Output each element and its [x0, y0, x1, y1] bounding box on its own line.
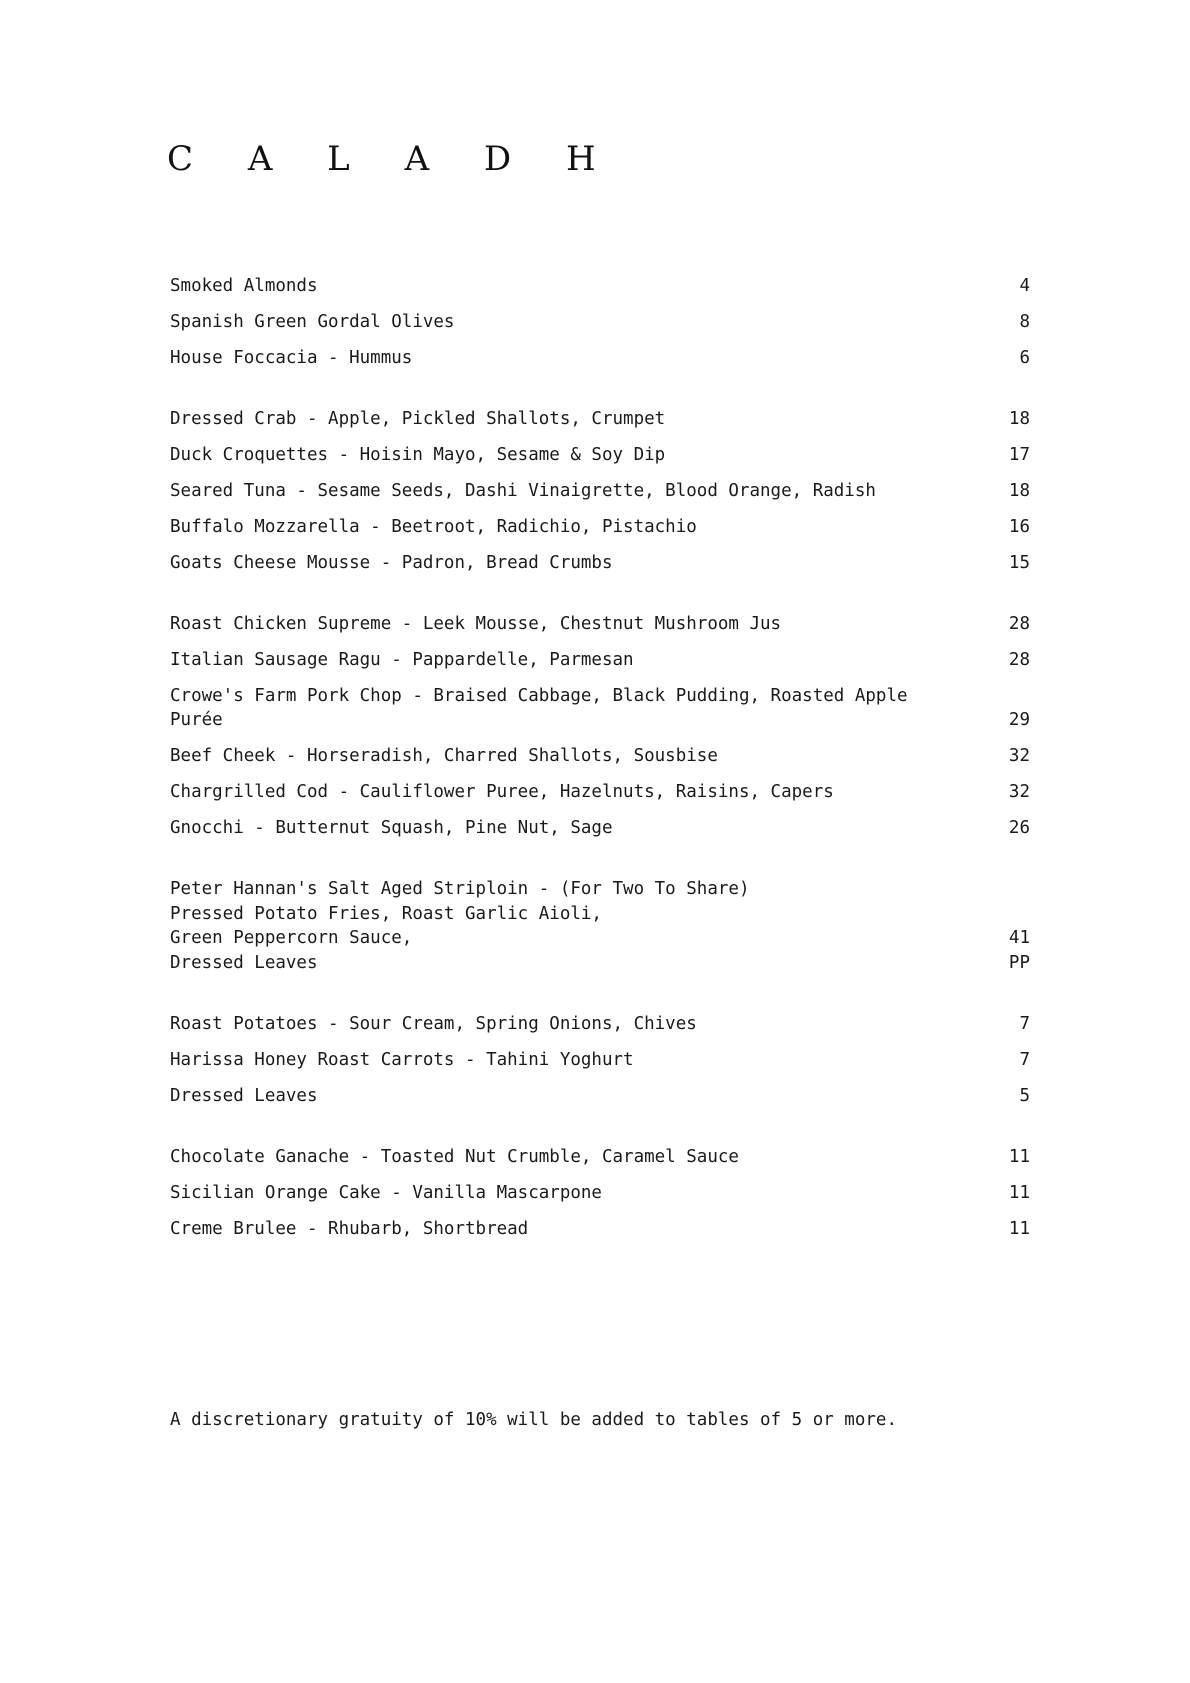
item-price: 28: [1008, 650, 1030, 670]
list-item: [170, 1084, 1030, 1108]
item-price: 26: [1008, 818, 1030, 838]
list-item: [170, 744, 1030, 768]
feature-line: Peter Hannan's Salt Aged Striploin - (For Two To Share): [170, 879, 750, 899]
list-item: [170, 1145, 1030, 1169]
feature-line: Pressed Potato Fries, Roast Garlic Aioli,: [170, 903, 602, 924]
item-name: Sicilian Orange Cake - Vanilla Mascarpone: [170, 1183, 602, 1203]
item-name: Dressed Leaves: [170, 1086, 318, 1106]
item-price: 18: [1008, 481, 1030, 501]
feature-item: [170, 877, 1030, 975]
mains-section: [170, 612, 1030, 840]
item-name: Creme Brulee - Rhubarb, Shortbread: [170, 1219, 529, 1239]
feature-line: Dressed Leaves: [170, 952, 318, 973]
feature-price-unit: PP: [1008, 952, 1030, 973]
item-name: Smoked Almonds: [170, 276, 318, 296]
menu-list: [170, 274, 1030, 1278]
list-item: [170, 780, 1030, 804]
list-item: [170, 407, 1030, 431]
item-price: 11: [1008, 1183, 1030, 1203]
list-item: [170, 443, 1030, 467]
list-item: [170, 479, 1030, 503]
item-name: Seared Tuna - Sesame Seeds, Dashi Vinaigrette, Blood Orange, Radish: [170, 481, 876, 501]
sides-section: [170, 1012, 1030, 1108]
item-name: Chocolate Ganache - Toasted Nut Crumble, Caramel Sauce: [170, 1147, 739, 1167]
feature-section: [170, 877, 1030, 975]
item-price: 32: [1008, 746, 1030, 766]
restaurant-logo: C A L A D H: [167, 139, 618, 179]
item-price: 7: [1019, 1050, 1030, 1070]
feature-price: 41: [1008, 928, 1030, 948]
item-price: 11: [1008, 1219, 1030, 1239]
feature-line: Green Peppercorn Sauce,: [170, 928, 413, 948]
list-item: [170, 346, 1030, 370]
item-price: 4: [1019, 276, 1030, 296]
item-price: 32: [1008, 782, 1030, 802]
item-price: 17: [1008, 445, 1030, 465]
item-price: 11: [1008, 1147, 1030, 1167]
item-name: Crowe's Farm Pork Chop - Braised Cabbage, Black Pudding, Roasted Apple Purée: [170, 686, 908, 730]
snacks-section: [170, 274, 1030, 370]
list-item: [170, 684, 1030, 732]
item-price: 7: [1019, 1014, 1030, 1034]
desserts-section: [170, 1145, 1030, 1241]
item-price: 29: [1008, 710, 1030, 730]
list-item: [170, 816, 1030, 840]
list-item: [170, 1217, 1030, 1241]
item-price: 5: [1019, 1086, 1030, 1106]
list-item: [170, 310, 1030, 334]
list-item: [170, 274, 1030, 298]
item-name: Roast Chicken Supreme - Leek Mousse, Chestnut Mushroom Jus: [170, 614, 782, 634]
item-name: Buffalo Mozzarella - Beetroot, Radichio, Pistachio: [170, 517, 697, 537]
item-name: Dressed Crab - Apple, Pickled Shallots, Crumpet: [170, 409, 666, 429]
list-item: [170, 551, 1030, 575]
item-name: House Foccacia - Hummus: [170, 348, 413, 368]
list-item: [170, 612, 1030, 636]
item-price: 8: [1019, 312, 1030, 332]
item-price: 18: [1008, 409, 1030, 429]
list-item: [170, 1048, 1030, 1072]
item-name: Chargrilled Cod - Cauliflower Puree, Hazelnuts, Raisins, Capers: [170, 782, 834, 802]
item-name: Duck Croquettes - Hoisin Mayo, Sesame & Soy Dip: [170, 445, 666, 465]
item-price: 28: [1008, 614, 1030, 634]
list-item: [170, 1012, 1030, 1036]
feature-price-block: [1009, 926, 1030, 975]
list-item: [170, 648, 1030, 672]
item-price: 15: [1008, 553, 1030, 573]
item-price: 16: [1008, 517, 1030, 537]
list-item: [170, 515, 1030, 539]
item-name: Gnocchi - Butternut Squash, Pine Nut, Sage: [170, 818, 613, 838]
starters-section: [170, 407, 1030, 575]
list-item: [170, 1181, 1030, 1205]
item-name: Harissa Honey Roast Carrots - Tahini Yoghurt: [170, 1050, 634, 1070]
item-name: Beef Cheek - Horseradish, Charred Shallots, Sousbise: [170, 746, 718, 766]
item-name: Italian Sausage Ragu - Pappardelle, Parmesan: [170, 650, 634, 670]
item-name: Roast Potatoes - Sour Cream, Spring Onions, Chives: [170, 1014, 697, 1034]
item-name: Goats Cheese Mousse - Padron, Bread Crumbs: [170, 553, 613, 573]
item-price: 6: [1019, 348, 1030, 368]
feature-description: [170, 877, 749, 975]
item-name: Spanish Green Gordal Olives: [170, 312, 455, 332]
gratuity-note: A discretionary gratuity of 10% will be added to tables of 5 or more.: [170, 1410, 897, 1430]
